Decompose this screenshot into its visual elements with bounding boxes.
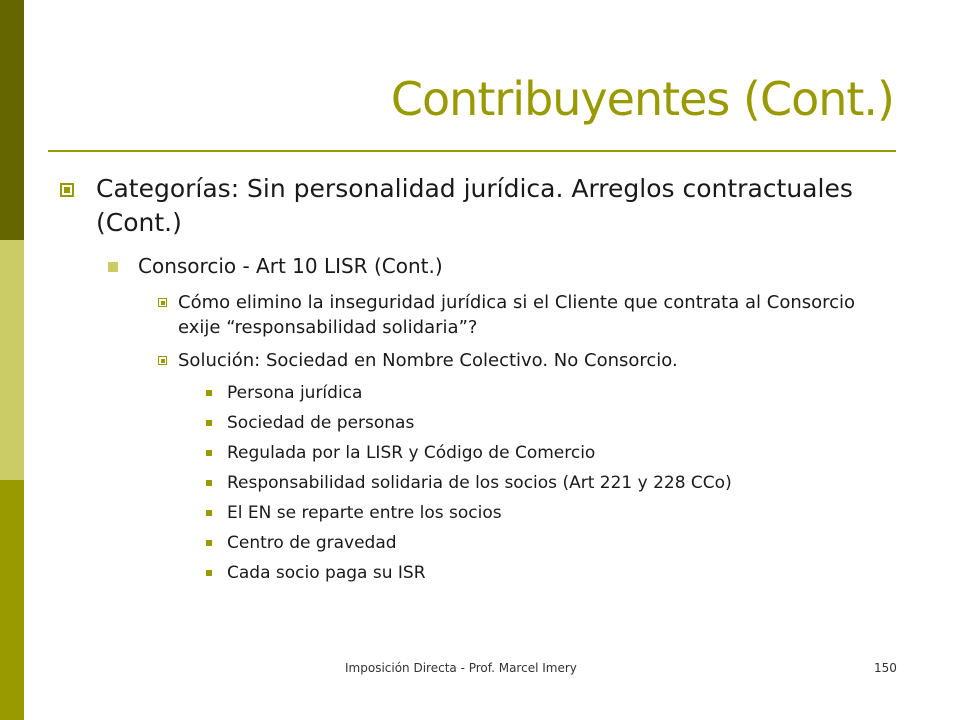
footer-text: Imposición Directa - Prof. Marcel Imery	[345, 661, 577, 675]
bullet-text: Cómo elimino la inseguridad jurídica si el Cliente que contrata al Consorcio exije “responsabilidad solidaria”?	[178, 292, 856, 338]
bullet-text: Solución: Sociedad en Nombre Colectivo. No Consorcio.	[178, 350, 678, 371]
slide-body	[60, 172, 900, 591]
bullet-text: Categorías: Sin personalidad jurídica. Arreglos contractuales (Cont.)	[96, 174, 853, 237]
small-square-bullet-icon	[206, 540, 212, 546]
bullet-level-4	[60, 531, 900, 555]
side-stripe-light	[0, 240, 24, 480]
small-square-bullet-icon	[206, 450, 212, 456]
bullet-level-1	[60, 172, 900, 240]
filled-square-bullet-icon	[108, 262, 118, 272]
small-square-bullet-icon	[206, 570, 212, 576]
side-stripe-dark	[0, 0, 24, 240]
side-stripe-medium	[0, 480, 24, 720]
bullet-text: Consorcio - Art 10 LISR (Cont.)	[138, 254, 443, 278]
bullet-text: Cada socio paga su ISR	[227, 563, 426, 583]
page-number: 150	[874, 661, 897, 675]
bullet-level-4	[60, 441, 900, 465]
bullet-level-3	[60, 290, 900, 340]
bullet-level-3	[60, 348, 900, 373]
bullet-text: Persona jurídica	[227, 383, 363, 403]
bullet-text: El EN se reparte entre los socios	[227, 503, 502, 523]
bullet-level-4	[60, 411, 900, 435]
small-square-bullet-icon	[206, 480, 212, 486]
bullet-level-4	[60, 501, 900, 525]
bullet-level-4	[60, 471, 900, 495]
small-square-bullet-icon	[206, 510, 212, 516]
square-bullet-icon	[158, 298, 167, 307]
bullet-text: Sociedad de personas	[227, 413, 415, 433]
square-bullet-icon	[60, 183, 74, 197]
small-square-bullet-icon	[206, 420, 212, 426]
bullet-level-4	[60, 381, 900, 405]
title-divider	[48, 150, 896, 152]
bullet-level-4	[60, 561, 900, 585]
bullet-text: Responsabilidad solidaria de los socios (Art 221 y 228 CCo)	[227, 473, 732, 493]
small-square-bullet-icon	[206, 390, 212, 396]
bullet-text: Regulada por la LISR y Código de Comercio	[227, 443, 596, 463]
bullet-level-2	[60, 252, 900, 280]
square-bullet-icon	[158, 356, 167, 365]
bullet-text: Centro de gravedad	[227, 533, 397, 553]
slide-title: Contribuyentes (Cont.)	[390, 72, 894, 126]
